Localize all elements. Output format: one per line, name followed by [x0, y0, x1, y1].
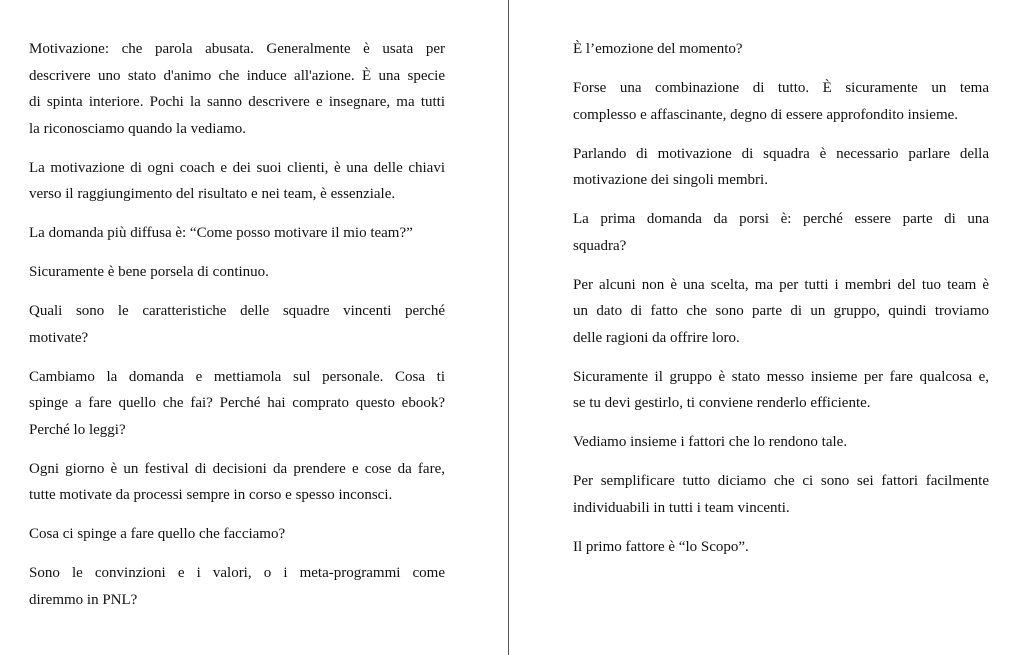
page-divider: [508, 0, 509, 655]
text-line: Forse una combinazione di tutto. È sicuramente un tema: [573, 80, 989, 96]
text-line: Per alcuni non è una scelta, ma per tutti i membri del tuo team è: [573, 276, 989, 293]
paragraph: [29, 298, 445, 351]
text-line: individuabili in tutti i team vincenti.: [573, 499, 790, 516]
text-line: tutte motivate da processi sempre in corso e spesso inconsci.: [29, 487, 393, 503]
paragraph: [573, 534, 989, 561]
text-line: Cosa ci spinge a fare quello che facciamo?: [29, 526, 286, 542]
text-line: delle ragioni da offrire loro.: [573, 329, 740, 346]
text-line: Il primo fattore è “lo Scopo”.: [573, 538, 749, 555]
paragraph: [573, 429, 989, 456]
text-line: Sicuramente è bene porsela di continuo.: [29, 264, 269, 280]
paragraph: [29, 36, 445, 142]
paragraph: [29, 364, 445, 444]
text-line: un dato di fatto che sono parte di un gruppo, quindi troviamo: [573, 303, 989, 319]
text-line: Cambiamo la domanda e mettiamola sul personale. Cosa ti: [29, 368, 445, 385]
paragraph: [573, 206, 989, 259]
text-line: verso il raggiungimento del risultato e nei team, è essenziale.: [29, 186, 396, 202]
text-line: La motivazione di ogni coach e dei suoi clienti, è una delle chiavi: [29, 159, 445, 176]
paragraph: [573, 75, 989, 128]
text-line: Perché lo leggi?: [29, 421, 126, 438]
paragraph: [29, 560, 445, 613]
text-line: Sicuramente il gruppo è stato messo insieme per fare qualcosa e,: [573, 368, 989, 385]
right-page: [573, 36, 989, 573]
text-line: Ogni giorno è un festival di decisioni da prendere e cose da fare,: [29, 460, 445, 477]
text-line: complesso e affascinante, degno di essere approfondito insieme.: [573, 106, 959, 123]
paragraph: [29, 456, 445, 509]
text-line: Sono le convinzioni e i valori, o i meta-programmi come: [29, 565, 445, 581]
paragraph: [29, 521, 445, 548]
text-line: Quali sono le caratteristiche delle squadre vincenti perché: [29, 303, 445, 319]
left-page: [29, 36, 445, 626]
text-line: diremmo in PNL?: [29, 591, 138, 608]
text-line: la riconosciamo quando la vediamo.: [29, 120, 247, 137]
text-line: motivate?: [29, 329, 89, 346]
paragraph: [29, 155, 445, 208]
text-line: descrivere uno stato d'animo che induce all'azione. È una specie: [29, 67, 445, 84]
paragraph: [29, 220, 445, 247]
paragraph: [573, 468, 989, 521]
text-line: Vediamo insieme i fattori che lo rendono tale.: [573, 434, 848, 450]
text-line: Parlando di motivazione di squadra è necessario parlare della: [573, 145, 989, 162]
paragraph: [573, 36, 989, 63]
text-line: spinge a fare quello che fai? Perché hai comprato questo ebook?: [29, 395, 445, 411]
text-line: squadra?: [573, 237, 627, 254]
text-line: se tu devi gestirlo, ti conviene renderlo efficiente.: [573, 395, 871, 411]
paragraph: [573, 272, 989, 352]
text-line: La prima domanda da porsi è: perché essere parte di una: [573, 211, 989, 227]
text-line: Motivazione: che parola abusata. Generalmente è usata per: [29, 41, 445, 57]
text-line: La domanda più diffusa è: “Come posso motivare il mio team?”: [29, 225, 413, 241]
paragraph: [573, 141, 989, 194]
text-line: Per semplificare tutto diciamo che ci sono sei fattori facilmente: [573, 473, 989, 489]
paragraph: [29, 259, 445, 286]
text-line: di spinta interiore. Pochi la sanno descrivere e insegnare, ma tutti: [29, 94, 445, 110]
text-line: È l’emozione del momento?: [573, 41, 743, 57]
paragraph: [573, 364, 989, 417]
text-line: motivazione dei singoli membri.: [573, 172, 768, 188]
